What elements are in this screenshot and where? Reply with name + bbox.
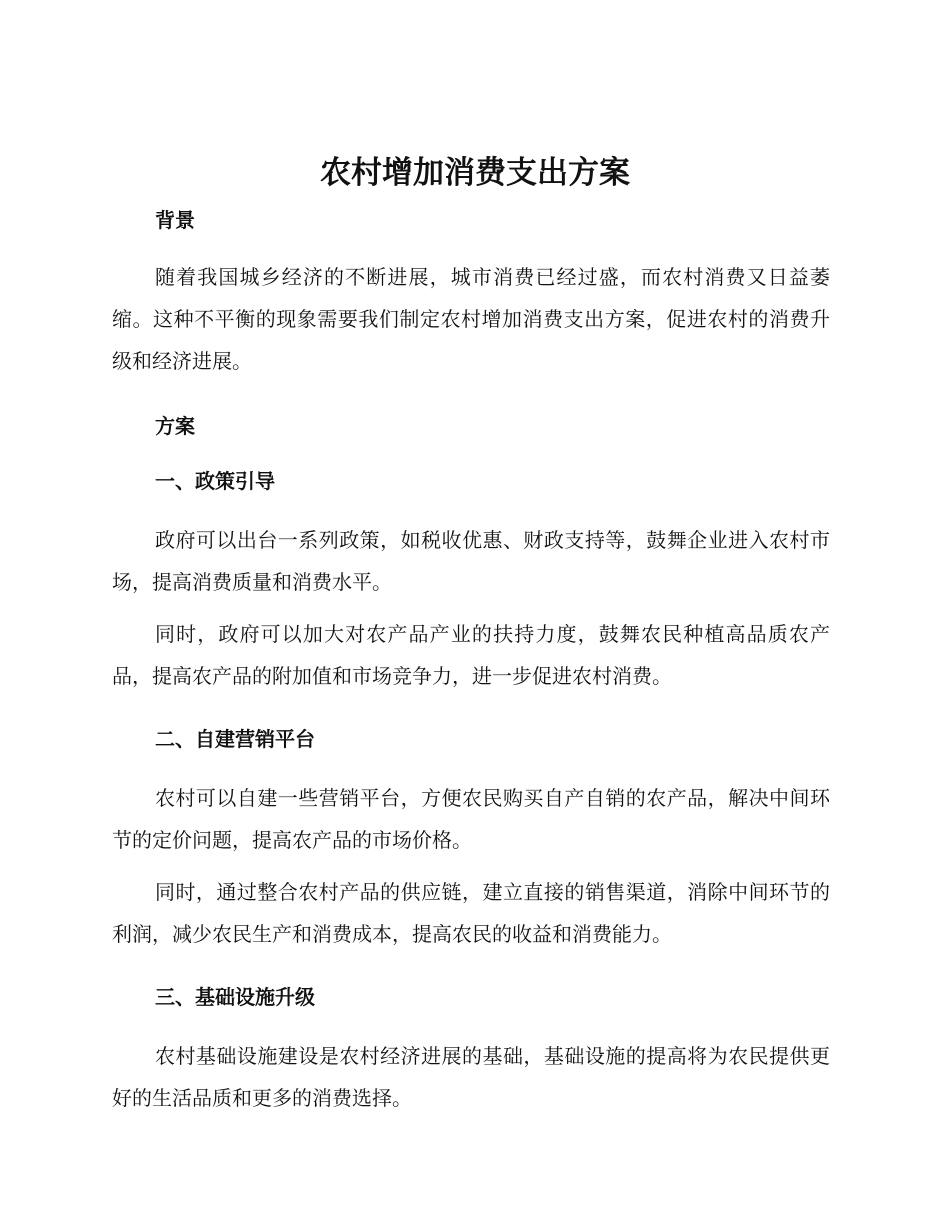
paragraph-marketing-2: 同时，通过整合农村产品的供应链，建立直接的销售渠道，消除中间环节的利润，减少农民生产和消费成本，提高农民的收益和消费能力。 [112,880,830,946]
paragraph-marketing-1: 农村可以自建一些营销平台，方便农民购买自产自销的农产品，解决中间环节的定价问题，提高农产品的市场价格。 [112,786,830,852]
paragraph-policy-2: 同时，政府可以加大对农产品产业的扶持力度，鼓舞农民种植高品质农产品，提高农产品的附加值和市场竞争力，进一步促进农村消费。 [112,622,830,688]
section-heading-background: 背景 [155,208,195,232]
section-heading-policy: 一、政策引导 [155,469,275,493]
paragraph-background: 随着我国城乡经济的不断进展，城市消费已经过盛，而农村消费又日益萎缩。这种不平衡的现象需要我们制定农村增加消费支出方案，促进农村的消费升级和经济进展。 [112,265,830,373]
section-heading-infrastructure: 三、基础设施升级 [155,985,315,1009]
paragraph-infrastructure-1: 农村基础设施建设是农村经济进展的基础，基础设施的提高将为农民提供更好的生活品质和更多的消费选择。 [112,1044,830,1110]
paragraph-policy-1: 政府可以出台一系列政策，如税收优惠、财政支持等，鼓舞企业进入农村市场，提高消费质量和消费水平。 [112,528,830,594]
document-title: 农村增加消费支出方案 [320,155,630,191]
section-heading-marketing-platform: 二、自建营销平台 [155,727,315,751]
section-heading-plan: 方案 [155,414,195,438]
